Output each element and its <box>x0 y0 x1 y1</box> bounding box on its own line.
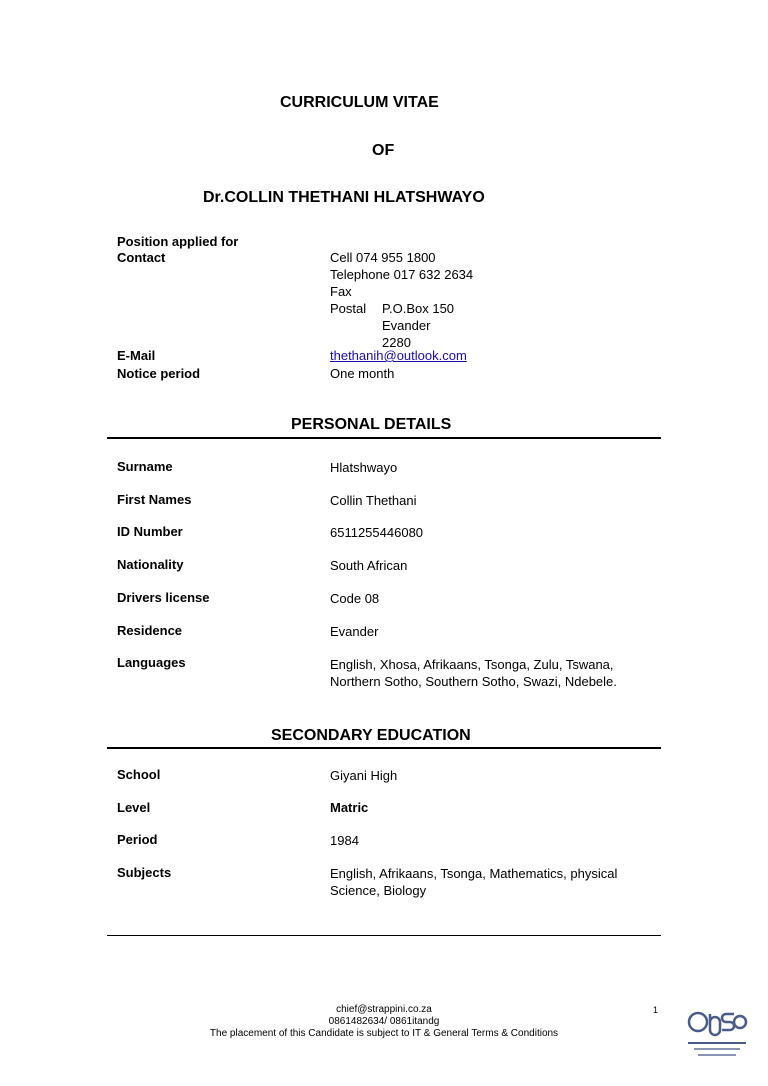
school-label: School <box>117 767 161 782</box>
id-number-label: ID Number <box>117 524 183 539</box>
languages-value-line-1: English, Xhosa, Afrikaans, Tsonga, Zulu, Tswana, <box>330 657 614 672</box>
subjects-value-line-1: English, Afrikaans, Tsonga, Mathematics, physical <box>330 866 618 881</box>
footer-email: chief@strappini.co.za <box>336 1004 432 1015</box>
candidate-name: Dr.COLLIN THETHANI HLATSHWAYO <box>203 189 485 206</box>
personal-details-heading: PERSONAL DETAILS <box>291 416 452 433</box>
first-names-label: First Names <box>117 492 192 507</box>
footer-phones: 0861482634/ 0861itandg <box>328 1016 440 1027</box>
cell-number: Cell 074 955 1800 <box>330 250 436 265</box>
position-label: Position applied for <box>117 234 239 249</box>
section-divider <box>107 437 661 439</box>
footer-disclaimer: The placement of this Candidate is subject to IT & General Terms & Conditions <box>209 1028 559 1039</box>
postal-line-2: Evander <box>382 318 431 333</box>
email-label: E-Mail <box>117 348 156 363</box>
notice-value: One month <box>330 366 395 381</box>
drivers-license-label: Drivers license <box>117 590 210 605</box>
postal-line-1: P.O.Box 150 <box>382 301 455 316</box>
bottom-divider <box>107 935 661 936</box>
nationality-label: Nationality <box>117 557 184 572</box>
nationality-value: South African <box>330 558 408 573</box>
notice-label: Notice period <box>117 366 201 381</box>
cv-of: OF <box>372 142 395 159</box>
school-value: Giyani High <box>330 768 398 783</box>
residence-value: Evander <box>330 624 379 639</box>
first-names-value: Collin Thethani <box>330 493 417 508</box>
id-number-value: 6511255446080 <box>330 525 424 540</box>
surname-label: Surname <box>117 459 173 474</box>
languages-label: Languages <box>117 655 186 670</box>
level-value: Matric <box>330 800 369 815</box>
postal-line-3: 2280 <box>382 335 411 350</box>
page-number: 1 <box>653 1005 659 1015</box>
telephone-number: Telephone 017 632 2634 <box>330 267 474 282</box>
fax: Fax <box>330 284 352 299</box>
period-value: 1984 <box>330 833 359 848</box>
secondary-education-heading: SECONDARY EDUCATION <box>271 727 471 744</box>
email-link[interactable]: thethanih@outlook.com <box>330 348 467 363</box>
surname-value: Hlatshwayo <box>330 460 398 475</box>
contact-label: Contact <box>117 250 166 265</box>
postal-label: Postal <box>330 301 367 316</box>
period-label: Period <box>117 832 158 847</box>
cv-title: CURRICULUM VITAE <box>280 94 439 111</box>
subjects-value-line-2: Science, Biology <box>330 883 427 898</box>
languages-value-line-2: Northern Sotho, Southern Sotho, Swazi, Ndebele. <box>330 674 617 689</box>
drivers-license-value: Code 08 <box>330 591 380 606</box>
apso-logo-icon <box>686 1000 748 1066</box>
section-divider <box>107 747 661 749</box>
residence-label: Residence <box>117 623 183 638</box>
level-label: Level <box>117 800 151 815</box>
subjects-label: Subjects <box>117 865 172 880</box>
